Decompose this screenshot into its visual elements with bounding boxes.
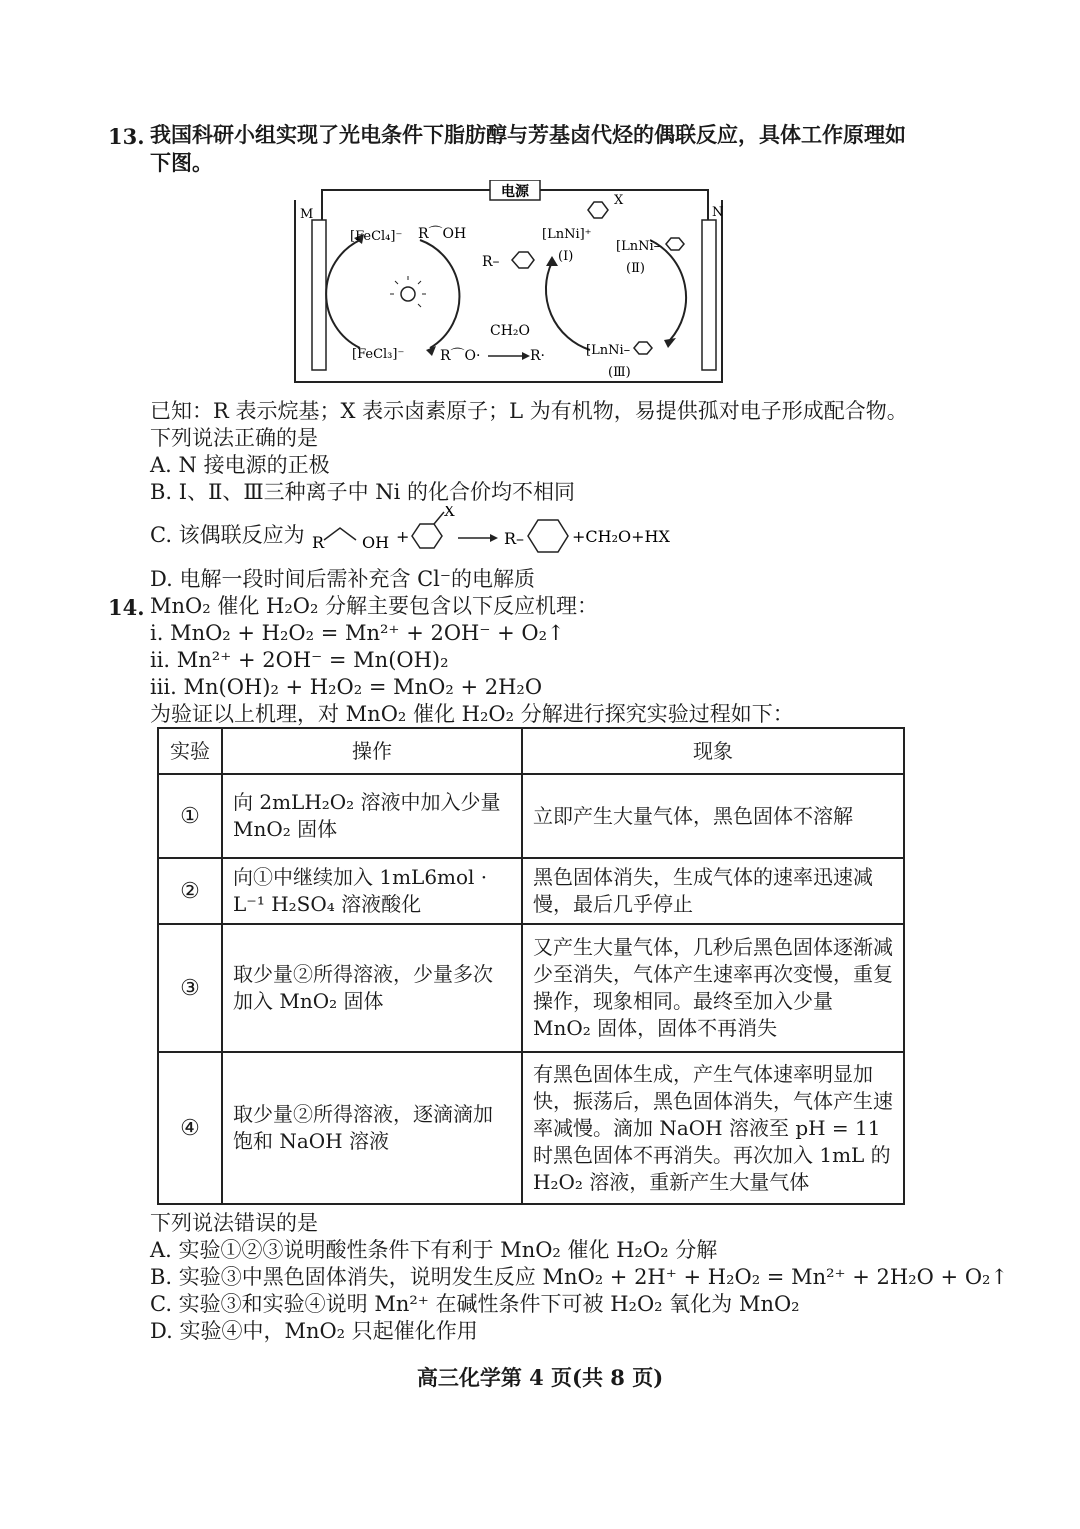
option-c-product-r: R–: [504, 529, 525, 548]
electrode-m: [312, 220, 326, 370]
question-13-stem-line2: 下图。: [150, 150, 213, 175]
left-cycle-arc-left: [326, 240, 360, 348]
c-x-bond: [434, 512, 444, 524]
benzene-ring: [666, 238, 684, 250]
question-13-prompt: 下列说法正确的是: [150, 426, 318, 450]
question-14-number: 14.: [108, 595, 145, 620]
row-phenomenon: 又产生大量气体，几秒后黑色固体逐渐减少至消失，气体产生速率再次变慢，重复操作，现象相同。最终至加入少量 MnO₂ 固体，固体不再消失: [522, 924, 904, 1052]
right-cycle-arc-right: [650, 240, 686, 340]
row-number: ④: [158, 1052, 222, 1204]
lnni-3-label: [LnNi–: [586, 343, 631, 358]
mechanism-1: ⅰ. MnO₂ + H₂O₂ = Mn²⁺ + 2OH⁻ + O₂↑: [150, 621, 565, 645]
option-c-equation: [310, 506, 710, 562]
benzene-ring: [634, 342, 652, 354]
option-c-r: R: [312, 533, 325, 552]
row-number: ②: [158, 858, 222, 924]
ch2o-label: CH₂O: [490, 323, 531, 339]
electrode-n-label: N: [712, 205, 724, 220]
mechanism-2: ⅱ. Mn²⁺ + 2OH⁻ = Mn(OH)₂: [150, 648, 449, 672]
label-iii: (Ⅲ): [608, 365, 631, 380]
option-c-prefix: C. 该偶联反应为: [150, 523, 305, 547]
header-phenomenon: 现象: [522, 728, 904, 774]
table-row: [158, 924, 904, 1052]
r-radical-label: R·: [530, 348, 545, 364]
row-phenomenon: 有黑色固体生成，产生气体速率明显加快，振荡后，黑色固体消失，气体产生速率减慢。滴加 NaOH 溶液至 pH = 11 时黑色固体不再消失。再次加入 1mL 的 H₂O₂ 溶液，重新产生大量气体: [522, 1052, 904, 1204]
aryl-halide-ring: [412, 524, 442, 548]
wire-right: [540, 190, 708, 220]
table-row: [158, 774, 904, 858]
row-operation: 取少量②所得溶液，少量多次加入 MnO₂ 固体: [222, 924, 522, 1052]
fecl4-label: [FeCl₄]⁻: [350, 229, 403, 244]
alkoxy-label: R⌒O·: [440, 348, 481, 364]
power-source-label: 电源: [501, 184, 529, 200]
light-icon: [390, 276, 426, 307]
question-14-prompt: 下列说法错误的是: [150, 1211, 318, 1235]
benzene-ring: [512, 252, 534, 268]
row-operation: 取少量②所得溶液，逐滴滴加饱和 NaOH 溶液: [222, 1052, 522, 1204]
lnni-1-label: [LnNi]⁺: [542, 227, 592, 242]
question-14-stem: MnO₂ 催化 H₂O₂ 分解主要包含以下反应机理：: [150, 594, 599, 618]
question-13-number: 13.: [108, 124, 145, 149]
question-13-option-b[interactable]: B. Ⅰ、Ⅱ、Ⅲ三种离子中 Ni 的化合价均不相同: [150, 480, 576, 504]
question-14-option-d[interactable]: D. 实验④中，MnO₂ 只起催化作用: [150, 1319, 478, 1343]
question-14-option-c[interactable]: C. 实验③和实验④说明 Mn²⁺ 在碱性条件下可被 H₂O₂ 氧化为 MnO₂: [150, 1292, 800, 1316]
question-13-option-a[interactable]: A. N 接电源的正极: [150, 453, 330, 477]
header-experiment: 实验: [158, 728, 222, 774]
electrode-n: [702, 220, 716, 370]
header-operation: 操作: [222, 728, 522, 774]
row-number: ③: [158, 924, 222, 1052]
question-13-stem-line1: 我国科研小组实现了光电条件下脂肪醇与芳基卤代烃的偶联反应，具体工作原理如: [150, 122, 906, 147]
alkyl-chain: [324, 528, 356, 540]
page-footer: 高三化学第 4 页(共 8 页): [416, 1365, 664, 1390]
arrow-head: [522, 352, 530, 360]
electrolysis-diagram: [290, 180, 730, 390]
label-i: (Ⅰ): [558, 249, 574, 264]
row-operation: 向 2mLH₂O₂ 溶液中加入少量 MnO₂ 固体: [222, 774, 522, 858]
arrow-head: [664, 338, 676, 348]
wire-left: [322, 190, 490, 220]
question-14-intro: 为验证以上机理，对 MnO₂ 催化 H₂O₂ 分解进行探究实验过程如下：: [150, 702, 794, 726]
option-c-x: X: [444, 506, 455, 520]
row-number: ①: [158, 774, 222, 858]
question-14-option-a[interactable]: A. 实验①②③说明酸性条件下有利于 MnO₂ 催化 H₂O₂ 分解: [150, 1238, 718, 1262]
aryl-halide-ring: [588, 202, 608, 218]
mechanism-3: ⅲ. Mn(OH)₂ + H₂O₂ = MnO₂ + 2H₂O: [150, 675, 543, 699]
x-label: X: [614, 193, 624, 208]
table-row: [158, 1052, 904, 1204]
row-phenomenon: 黑色固体消失，生成气体的速率迅速减慢，最后几乎停止: [522, 858, 904, 924]
label-ii: (Ⅱ): [626, 261, 645, 276]
right-cycle-arc-left: [546, 262, 590, 350]
row-phenomenon: 立即产生大量气体，黑色固体不溶解: [522, 774, 904, 858]
arrow-head: [490, 534, 498, 542]
table-row: [158, 858, 904, 924]
question-13-option-c[interactable]: [150, 506, 710, 562]
question-14-option-b[interactable]: B. 实验③中黑色固体消失，说明发生反应 MnO₂ + 2H⁺ + H₂O₂ = Mn²⁺ + 2H₂O + O₂↑: [150, 1265, 1009, 1289]
table-header-row: [158, 728, 904, 774]
question-13-option-d[interactable]: D. 电解一段时间后需补充含 Cl⁻的电解质: [150, 567, 535, 591]
option-c-oh: OH: [362, 533, 390, 552]
option-c-plus: +: [396, 527, 410, 546]
electrode-m-label: M: [300, 207, 314, 222]
arrow-head: [546, 256, 558, 266]
alcohol-label: R⌒OH: [418, 226, 467, 242]
r-aryl-label: R–: [482, 254, 500, 270]
lnni-2-label: [LnNi–: [616, 239, 661, 254]
fecl3-label: [FeCl₃]⁻: [352, 347, 405, 362]
experiment-table: [157, 727, 905, 1205]
row-operation: 向①中继续加入 1mL6mol · L⁻¹ H₂SO₄ 溶液酸化: [222, 858, 522, 924]
product-ring: [528, 520, 568, 552]
question-13-known: 已知：R 表示烷基；X 表示卤素原子；L 为有机物，易提供孤对电子形成配合物。: [150, 399, 908, 423]
option-c-tail: +CH₂O+HX: [572, 527, 670, 546]
